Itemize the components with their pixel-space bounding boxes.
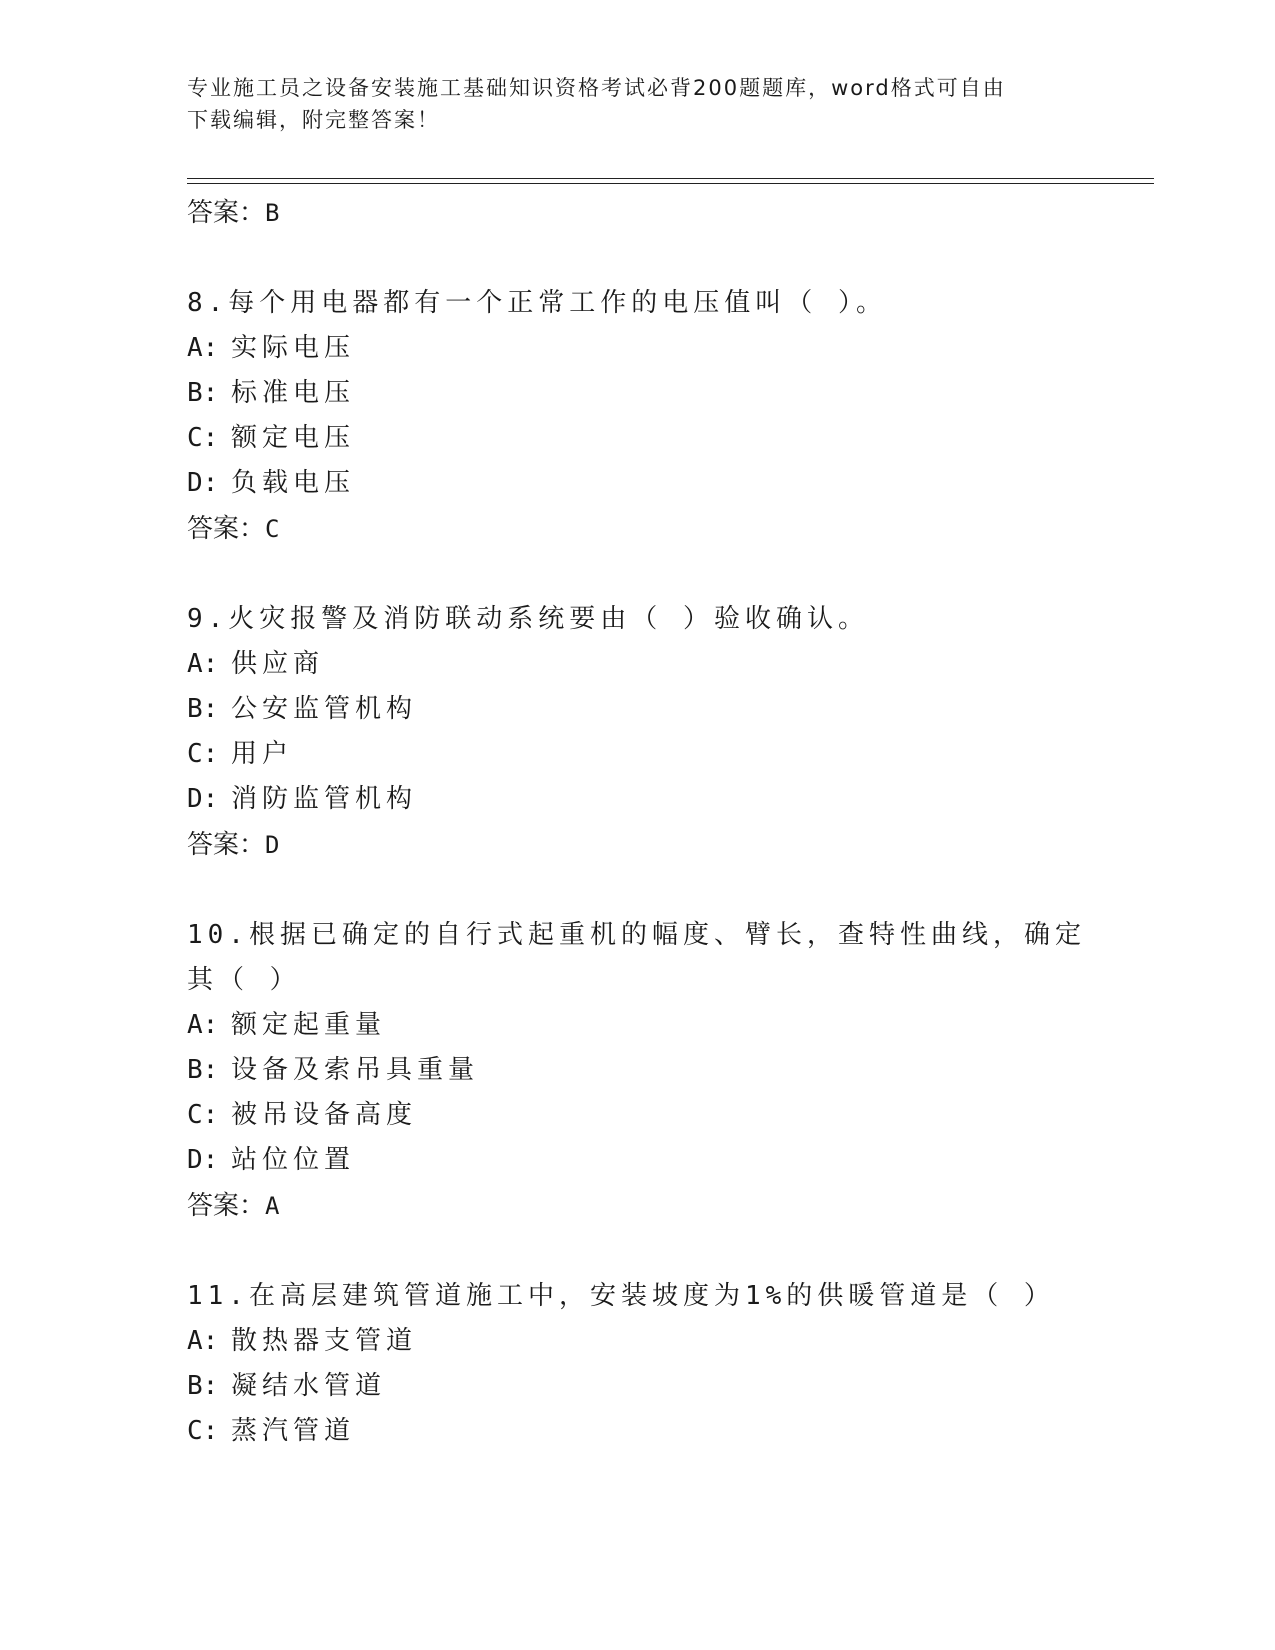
- answer-value: C: [265, 515, 280, 543]
- option-letter: A:: [187, 333, 219, 363]
- option: [187, 642, 1087, 687]
- option: [187, 1319, 1087, 1364]
- option-letter: D:: [187, 468, 219, 498]
- option: [187, 1003, 1087, 1048]
- question-text: 11.在高层建筑管道施工中，安装坡度为1%的供暖管道是（ ）: [187, 1281, 1055, 1311]
- option: [187, 1409, 1087, 1454]
- option-letter: C:: [187, 1100, 219, 1130]
- option: [187, 416, 1087, 461]
- option: [187, 461, 1087, 506]
- option-text: 站位位置: [231, 1145, 356, 1175]
- option-letter: B:: [187, 694, 219, 724]
- option: [187, 777, 1087, 822]
- option-text: 实际电压: [231, 333, 356, 363]
- header-line-1: 专业施工员之设备安装施工基础知识资格考试必背200题题库，word格式可自由: [187, 76, 1006, 100]
- option-letter: C:: [187, 739, 219, 769]
- option-text: 用户: [231, 739, 294, 769]
- option: [187, 1364, 1087, 1409]
- answer-line: [187, 190, 1087, 236]
- option-text: 设备及索吊具重量: [231, 1055, 480, 1085]
- answer-value: B: [265, 199, 280, 227]
- option: [187, 326, 1087, 371]
- answer-value: D: [265, 831, 280, 859]
- answer-label: 答案：: [187, 514, 266, 544]
- option-letter: A:: [187, 1326, 219, 1356]
- answer-label: 答案：: [187, 198, 266, 228]
- option: [187, 1048, 1087, 1093]
- header-line-2: 下载编辑，附完整答案！: [187, 108, 440, 132]
- option-text: 供应商: [231, 649, 325, 679]
- option-letter: B:: [187, 1371, 219, 1401]
- option-text: 公安监管机构: [231, 694, 418, 724]
- option-text: 凝结水管道: [231, 1371, 387, 1401]
- option-letter: A:: [187, 649, 219, 679]
- option: [187, 732, 1087, 777]
- option-letter: B:: [187, 1055, 219, 1085]
- option-text: 额定起重量: [231, 1010, 387, 1040]
- option: [187, 1138, 1087, 1183]
- question-text: 10.根据已确定的自行式起重机的幅度、臂长，查特性曲线，确定其（ ）: [187, 920, 1086, 995]
- option-letter: A:: [187, 1010, 219, 1040]
- option-text: 散热器支管道: [231, 1326, 418, 1356]
- question-text: 9.火灾报警及消防联动系统要由（ ）验收确认。: [187, 604, 869, 634]
- answer-value: A: [265, 1192, 280, 1220]
- option: [187, 371, 1087, 416]
- option-letter: D:: [187, 1145, 219, 1175]
- option: [187, 687, 1087, 732]
- question-list: [187, 190, 1087, 1454]
- option-text: 蒸汽管道: [231, 1416, 356, 1446]
- option-letter: C:: [187, 423, 219, 453]
- answer-line: [187, 822, 1087, 868]
- answer-line: [187, 1183, 1087, 1229]
- option-letter: D:: [187, 784, 219, 814]
- option-text: 负载电压: [231, 468, 356, 498]
- option: [187, 1093, 1087, 1138]
- answer-label: 答案：: [187, 1191, 266, 1221]
- option-text: 标准电压: [231, 378, 356, 408]
- answer-label: 答案：: [187, 830, 266, 860]
- option-letter: B:: [187, 378, 219, 408]
- answer-line: [187, 506, 1087, 552]
- option-text: 被吊设备高度: [231, 1100, 418, 1130]
- document-header: [187, 72, 1087, 136]
- option-text: 额定电压: [231, 423, 356, 453]
- option-text: 消防监管机构: [231, 784, 418, 814]
- option-letter: C:: [187, 1416, 219, 1446]
- header-divider-top: [187, 178, 1154, 179]
- header-divider-bottom: [187, 183, 1154, 184]
- question-text: 8.每个用电器都有一个正常工作的电压值叫（ ）。: [187, 288, 887, 318]
